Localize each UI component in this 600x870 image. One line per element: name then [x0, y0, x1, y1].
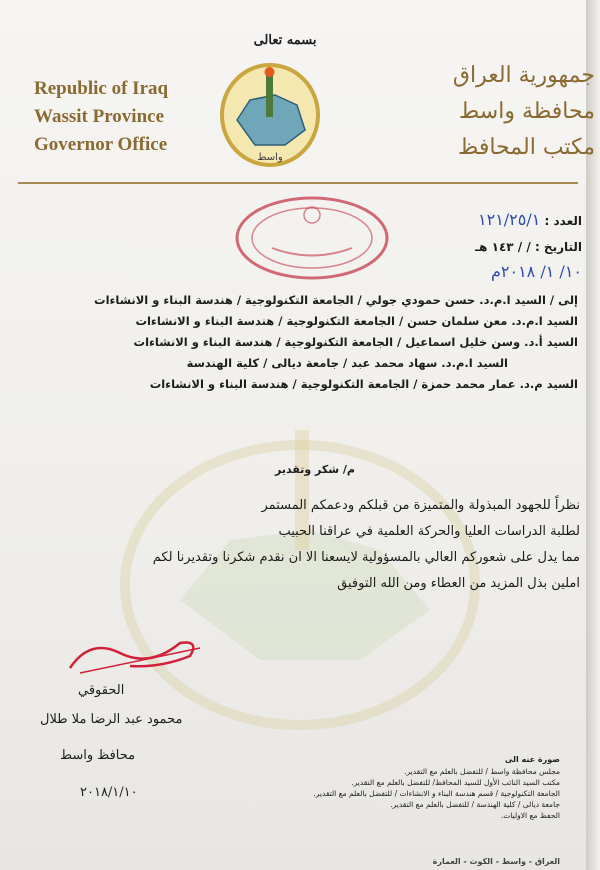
english-line-province: Wassit Province	[34, 106, 165, 127]
recipient-line: السيد م.د. عمار محمد حمزة / الجامعة التكنولوجية / هندسة البناء و الانشاءات	[149, 377, 578, 391]
body-line: لطلبة الدراسات العليا والحركة العلمية في عراقنا الحبيب	[278, 524, 580, 539]
signer-title: محافظ واسط	[60, 748, 136, 763]
english-letterhead	[34, 75, 214, 159]
english-line-country: Republic of Iraq	[34, 78, 169, 99]
recipient-line: السيد ا.م.د. سهاد محمد عبد / جامعة ديالى / كلية الهندسة	[186, 356, 508, 370]
reference-number-value: ١٢١/٢٥/١	[478, 210, 541, 229]
recipients-list	[38, 290, 578, 395]
letter-body	[60, 493, 580, 597]
signer-name: محمود عبد الرضا ملا طلال	[40, 712, 183, 727]
province-logo	[215, 60, 325, 170]
reference-number-row	[478, 210, 582, 229]
arabic-line-office: مكتب المحافظ	[457, 135, 595, 160]
copies-title: صورة عنه الى	[504, 755, 560, 764]
header-divider	[18, 182, 578, 184]
copy-item: جامعة ديالى / كلية الهندسة / للتفضل بالعلم مع التقدير.	[390, 800, 560, 809]
letter-subject: م/ شكر وتقدير	[274, 463, 355, 476]
recipient-line: إلى / السيد ا.م.د. حسن حمودي جولي / الجامعة التكنولوجية / هندسة البناء و الانشاءات	[94, 293, 578, 307]
date-row	[475, 240, 582, 254]
arabic-line-country: جمهورية العراق	[452, 63, 595, 88]
signer-tag: الحقوقي	[78, 683, 125, 698]
recipient-line: السيد ا.م.د. معن سلمان حسن / الجامعة التكنولوجية / هندسة البناء و الانشاءات	[135, 314, 578, 328]
body-line: املين بذل المزيد من العطاء ومن الله التوفيق	[337, 576, 580, 591]
recipient-line: السيد أ.د. وسن خليل اسماعيل / الجامعة التكنولوجية / هندسة البناء و الانشاءات	[133, 335, 578, 349]
logo-text: واسط	[257, 152, 283, 163]
footer-address: العراق - واسط - الكوت - العمارة	[432, 857, 560, 866]
body-line: مما يدل على شعوركم العالي بالمسؤولية لايسعنا الا ان نقدم شكرنا وتقديرنا لكم	[152, 550, 580, 565]
english-line-office: Governor Office	[34, 134, 168, 155]
arabic-line-province: محافظة واسط	[458, 99, 595, 124]
gregorian-date-row	[491, 262, 582, 281]
hijri-date: / / ١٤٣ هـ	[475, 240, 531, 254]
reference-number-label: العدد :	[544, 214, 582, 228]
body-line: نظراً للجهود المبذولة والمتميزة من قبلكم ودعمكم المستمر	[261, 498, 580, 513]
copy-item: مجلس محافظة واسط / للتفضل بالعلم مع التقدير.	[404, 767, 560, 776]
signature-date: ٢٠١٨/١/١٠	[80, 785, 138, 800]
arabic-letterhead	[395, 58, 595, 166]
copies-list	[230, 755, 560, 821]
copy-item: مكتب السيد النائب الأول للسيد المحافظ/ للتفضل بالعلم مع التقدير.	[351, 778, 560, 787]
basmala: بسمه تعالى	[253, 33, 317, 48]
handwritten-signature	[60, 628, 210, 688]
copy-item: الحفظ مع الاوليات.	[500, 811, 560, 820]
date-label: التاريخ :	[534, 240, 582, 254]
office-stamp	[232, 193, 392, 283]
copy-item: الجامعة التكنولوجية / قسم هندسة البناء و الانشاءات / للتفضل بالعلم مع التقدير.	[313, 789, 560, 798]
gregorian-date: ١٠/ ١/ ٢٠١٨م	[490, 262, 582, 281]
